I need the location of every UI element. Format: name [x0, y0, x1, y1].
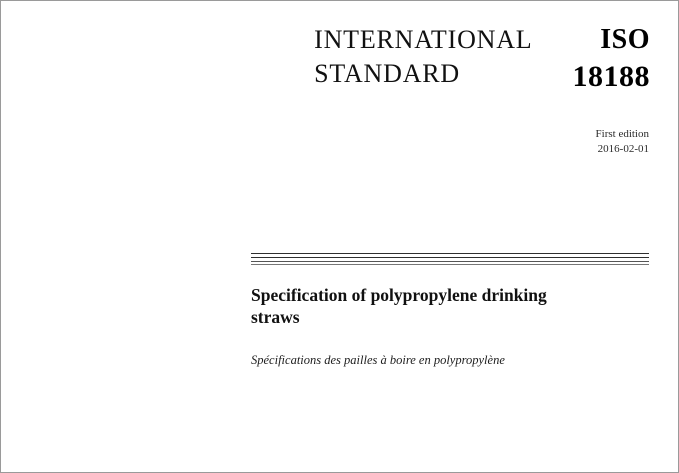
- standard-number: 18188: [572, 59, 650, 93]
- divider-rule-1: [251, 253, 649, 254]
- document-title: Specification of polypropylene drinking straws: [251, 285, 547, 328]
- title-block: [251, 284, 649, 368]
- standard-type-line-1: INTERNATIONAL: [314, 25, 533, 54]
- standard-identifier-block: [573, 23, 651, 95]
- edition-block: [596, 127, 649, 157]
- title-divider-rules: [251, 253, 649, 267]
- divider-rule-4: [251, 264, 649, 265]
- edition-date: 2016-02-01: [597, 142, 649, 155]
- divider-rule-2: [251, 257, 649, 258]
- organization-label: ISO: [600, 24, 650, 55]
- standard-type-line-2: STANDARD: [314, 58, 461, 88]
- standard-type-block: [29, 23, 573, 91]
- cover-header: [1, 23, 678, 95]
- document-title-french: Spécifications des pailles à boire en polypropylène: [251, 352, 505, 367]
- edition-label: First edition: [595, 128, 649, 140]
- divider-rule-3: [251, 261, 649, 262]
